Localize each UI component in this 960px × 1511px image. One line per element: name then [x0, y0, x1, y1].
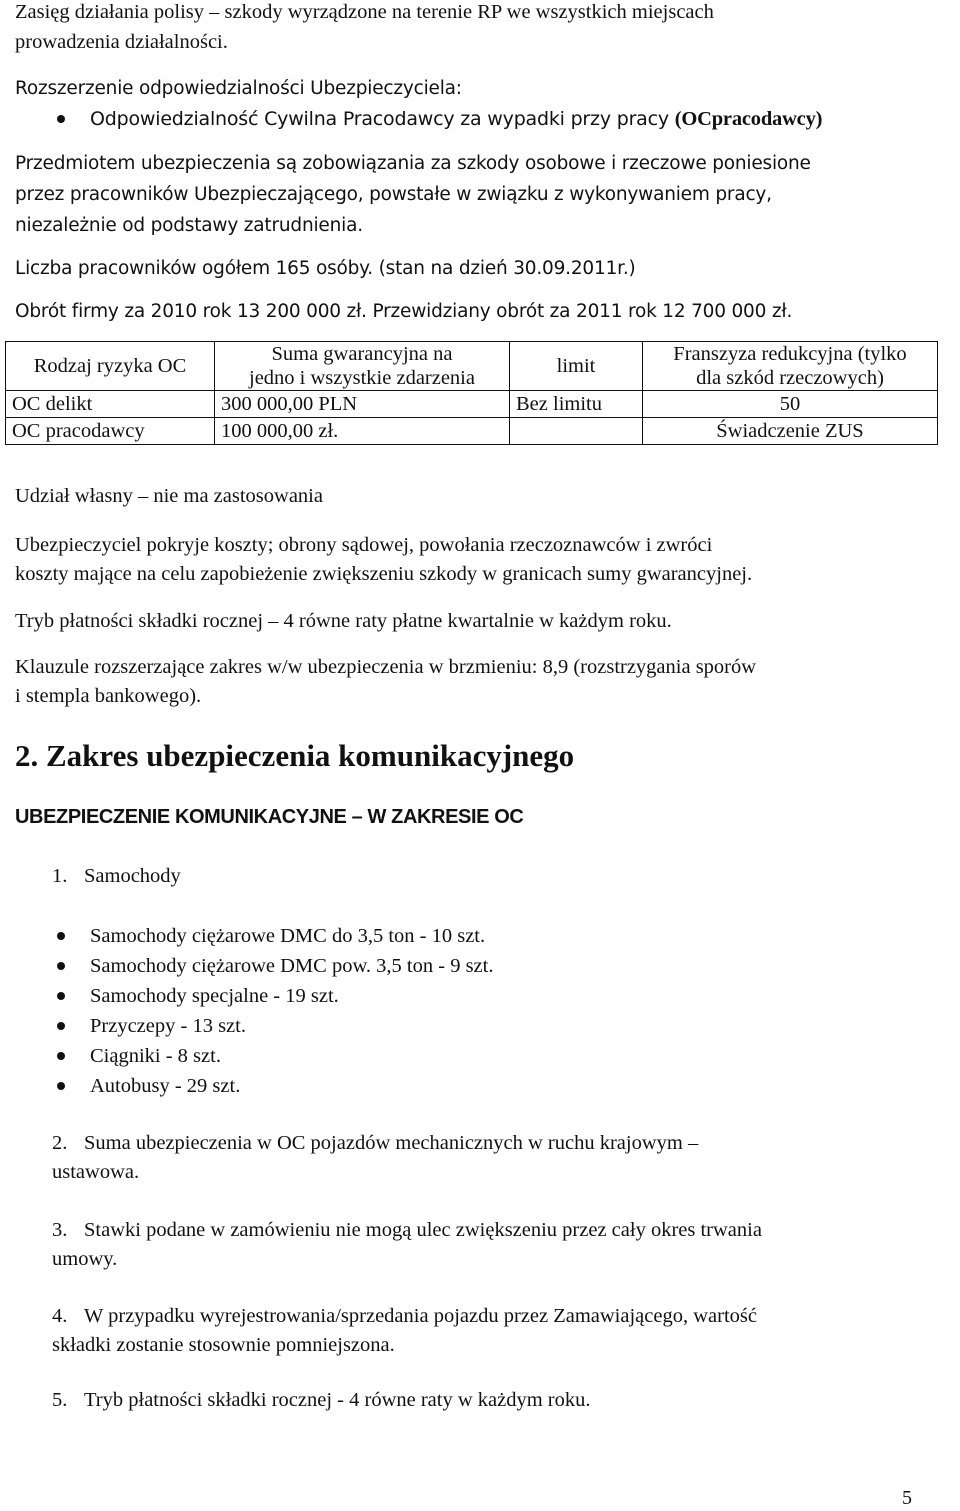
- cell-deductible: 50: [643, 391, 938, 418]
- header-sum-line-2: jedno i wszystkie zdarzenia: [249, 367, 475, 389]
- page-number: 5: [902, 1487, 912, 1509]
- risk-table: [5, 341, 938, 445]
- item-line-1: W przypadku wyrejestrowania/sprzedania pojazdu przez Zamawiającego, wartość: [84, 1305, 757, 1327]
- cell-limit: [510, 418, 643, 445]
- header-limit: limit: [510, 342, 643, 391]
- turnover-line: Obrót firmy za 2010 rok 13 200 000 zł. Przewidziany obrót za 2011 rok 12 700 000 zł.: [15, 301, 793, 322]
- section-subtitle: UBEZPIECZENIE KOMUNIKACYJNE – W ZAKRESIE OC: [15, 806, 524, 828]
- cell-sum: 300 000,00 PLN: [215, 391, 510, 418]
- item-number: 4.: [52, 1305, 68, 1327]
- list-item: [52, 1216, 932, 1274]
- scope-line-2: prowadzenia działalności.: [15, 31, 228, 53]
- vehicles-list: [0, 921, 960, 1101]
- list-item: Przyczepy - 13 szt.: [0, 1011, 960, 1041]
- list-item: [52, 1386, 932, 1415]
- list-item: Autobusy - 29 szt.: [0, 1071, 960, 1101]
- table-row: [6, 418, 938, 445]
- payment-mode-line: Tryb płatności składki rocznej – 4 równe raty płatne kwartalnie w każdym roku.: [15, 610, 672, 632]
- scope-line-1: Zasięg działania polisy – szkody wyrządzone na terenie RP we wszystkich miejscach: [15, 1, 714, 23]
- subject-line-3: niezależnie od podstawy zatrudnienia.: [15, 215, 363, 236]
- list-item: Samochody specjalne - 19 szt.: [0, 981, 960, 1011]
- extension-list: [0, 104, 960, 134]
- header-sum-line-1: Suma gwarancyjna na: [271, 343, 453, 365]
- employees-line: Liczba pracowników ogółem 165 osóby. (stan na dzień 30.09.2011r.): [15, 258, 636, 279]
- list-item: [52, 862, 932, 891]
- header-deductible: [643, 342, 938, 391]
- header-deductible-line-2: dla szkód rzeczowych): [696, 367, 884, 389]
- item-line-2: składki zostanie stosownie pomniejszona.: [52, 1334, 395, 1356]
- list-item: Samochody ciężarowe DMC do 3,5 ton - 10 szt.: [0, 921, 960, 951]
- costs-paragraph: [15, 531, 945, 589]
- item-number: 5.: [52, 1389, 68, 1411]
- own-share-line: Udział własny – nie ma zastosowania: [15, 485, 323, 507]
- risk-table-header-row: [6, 342, 938, 391]
- item-number: 2.: [52, 1132, 68, 1154]
- list-item: Samochody ciężarowe DMC pow. 3,5 ton - 9 szt.: [0, 951, 960, 981]
- subject-paragraph: [15, 148, 945, 241]
- clauses-line-2: i stempla bankowego).: [15, 685, 202, 707]
- extension-heading: Rozszerzenie odpowiedzialności Ubezpieczyciela:: [15, 78, 462, 99]
- clauses-line-1: Klauzule rozszerzające zakres w/w ubezpieczenia w brzmieniu: 8,9 (rozstrzygania sporów: [15, 656, 757, 678]
- header-sum: [215, 342, 510, 391]
- extension-bullet: [0, 104, 960, 134]
- header-deductible-line-1: Franszyza redukcyjna (tylko: [673, 343, 907, 365]
- item-line-1: Stawki podane w zamówieniu nie mogą ulec zwiększeniu przez cały okres trwania: [84, 1219, 762, 1241]
- table-row: [6, 391, 938, 418]
- subject-line-1: Przedmiotem ubezpieczenia są zobowiązania za szkody osobowe i rzeczowe poniesione: [15, 153, 811, 174]
- cell-risk: OC delikt: [6, 391, 215, 418]
- list-item: Ciągniki - 8 szt.: [0, 1041, 960, 1071]
- item-number: 3.: [52, 1219, 68, 1241]
- item-line-1: Suma ubezpieczenia w OC pojazdów mechanicznych w ruchu krajowym –: [84, 1132, 699, 1154]
- scope-paragraph: [15, 0, 945, 57]
- item-text: Samochody: [84, 865, 181, 887]
- item-number: 1.: [52, 865, 68, 887]
- item-line-2: umowy.: [52, 1248, 118, 1270]
- costs-line-1: Ubezpieczyciel pokryje koszty; obrony sądowej, powołania rzeczoznawców i zwróci: [15, 534, 713, 556]
- costs-line-2: koszty mające na celu zapobieżenie zwiększeniu szkody w granicach sumy gwarancyjnej.: [15, 563, 753, 585]
- cell-deductible: Świadczenie ZUS: [643, 418, 938, 445]
- extension-bullet-bold: (OCpracodawcy): [674, 108, 823, 130]
- clauses-paragraph: [15, 653, 945, 711]
- list-item: [52, 1129, 932, 1187]
- cell-risk: OC pracodawcy: [6, 418, 215, 445]
- item-line-2: ustawowa.: [52, 1161, 140, 1183]
- header-risk-type: Rodzaj ryzyka OC: [6, 342, 215, 391]
- item-line-1: Tryb płatności składki rocznej - 4 równe raty w każdym roku.: [84, 1389, 591, 1411]
- cell-sum: 100 000,00 zł.: [215, 418, 510, 445]
- section-title: 2. Zakres ubezpieczenia komunikacyjnego: [15, 738, 575, 773]
- subject-line-2: przez pracowników Ubezpieczającego, powstałe w związku z wykonywaniem pracy,: [15, 184, 772, 205]
- extension-bullet-text: Odpowiedzialność Cywilna Pracodawcy za wypadki przy pracy: [90, 108, 675, 130]
- cell-limit: Bez limitu: [510, 391, 643, 418]
- list-item: [52, 1302, 932, 1360]
